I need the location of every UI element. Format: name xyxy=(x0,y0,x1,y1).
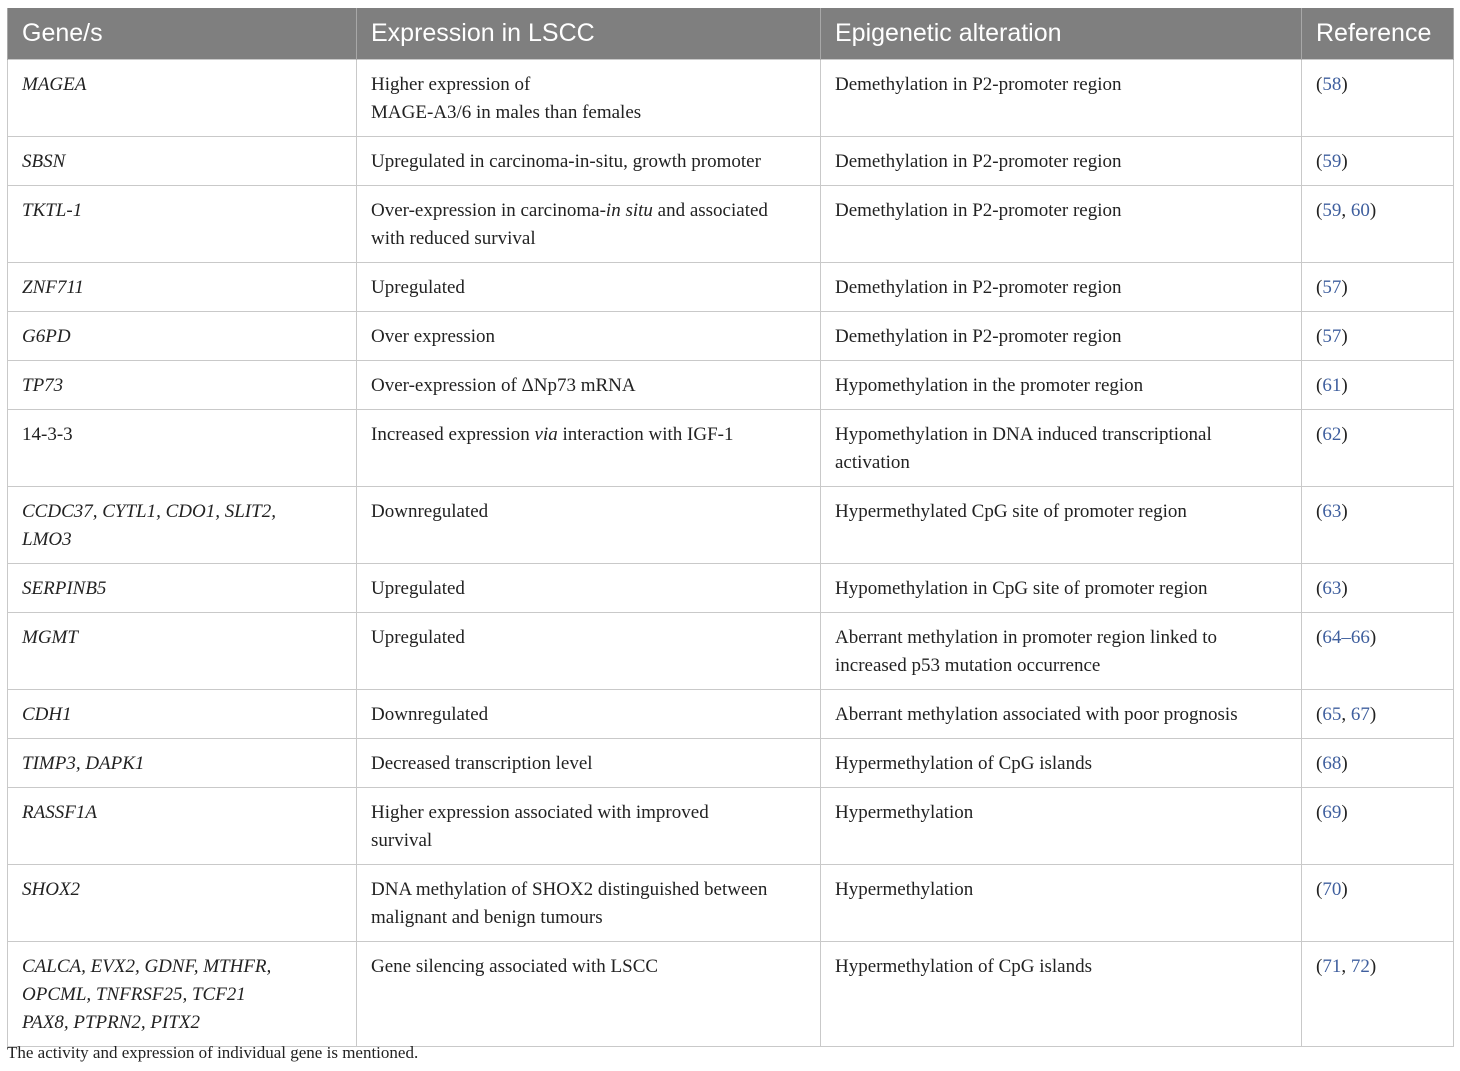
gene-cell: SBSN xyxy=(8,137,357,186)
epigenetic-cell: Demethylation in P2-promoter region xyxy=(821,60,1302,137)
gene-cell: 14-3-3 xyxy=(8,410,357,487)
table-header-row xyxy=(8,8,1454,60)
epigenetic-cell: Hypermethylation xyxy=(821,865,1302,942)
reference-cell: (63) xyxy=(1302,564,1454,613)
table-row xyxy=(8,410,1454,487)
gene-cell: RASSF1A xyxy=(8,788,357,865)
expression-cell: Upregulated xyxy=(357,564,821,613)
expression-cell xyxy=(357,186,821,263)
gene-cell: SHOX2 xyxy=(8,865,357,942)
table-row xyxy=(8,137,1454,186)
table-footnote: The activity and expression of individual gene is mentioned. xyxy=(7,1043,419,1062)
reference-cell: (57) xyxy=(1302,263,1454,312)
reference-cell: (59) xyxy=(1302,137,1454,186)
gene-cell: G6PD xyxy=(8,312,357,361)
reference-link[interactable]: 61 xyxy=(1322,375,1342,396)
gene-cell: TKTL-1 xyxy=(8,186,357,263)
expression-cell: Downregulated xyxy=(357,487,821,564)
reference-link[interactable]: 65 xyxy=(1322,704,1342,725)
gene-cell: SERPINB5 xyxy=(8,564,357,613)
header-reference: Reference xyxy=(1302,8,1454,60)
gene-cell xyxy=(8,487,357,564)
reference-link[interactable]: 71 xyxy=(1322,956,1342,977)
gene-text: OPCML, TNFRSF25, TCF21 xyxy=(22,984,246,1005)
epigenetic-cell xyxy=(821,613,1302,690)
table-row xyxy=(8,942,1454,1047)
reference-link[interactable]: 60 xyxy=(1350,200,1370,221)
reference-cell: (63) xyxy=(1302,487,1454,564)
epigenetic-cell: Demethylation in P2-promoter region xyxy=(821,186,1302,263)
header-epigenetic: Epigenetic alteration xyxy=(821,8,1302,60)
table-row xyxy=(8,690,1454,739)
reference-link[interactable]: 68 xyxy=(1322,753,1342,774)
reference-cell: (65, 67) xyxy=(1302,690,1454,739)
epigenetic-cell: Demethylation in P2-promoter region xyxy=(821,312,1302,361)
expression-cell xyxy=(357,788,821,865)
gene-epigenetics-table xyxy=(7,8,1454,1047)
table-row xyxy=(8,361,1454,410)
expression-cell: Over expression xyxy=(357,312,821,361)
epigenetic-cell: Demethylation in P2-promoter region xyxy=(821,137,1302,186)
expression-cell: Upregulated xyxy=(357,613,821,690)
gene-cell xyxy=(8,942,357,1047)
epigenetic-cell: Hypermethylation of CpG islands xyxy=(821,739,1302,788)
reference-link[interactable]: 57 xyxy=(1322,277,1342,298)
epigenetic-text: increased p53 mutation occurrence xyxy=(835,655,1101,676)
reference-link[interactable]: 69 xyxy=(1322,802,1342,823)
expression-cell: Upregulated in carcinoma-in-situ, growth promoter xyxy=(357,137,821,186)
epigenetic-text: Aberrant methylation in promoter region linked to xyxy=(835,627,1218,648)
gene-cell: MAGEA xyxy=(8,60,357,137)
gene-cell: TP73 xyxy=(8,361,357,410)
table-row xyxy=(8,739,1454,788)
table-row xyxy=(8,613,1454,690)
epigenetic-cell: Hypomethylation in CpG site of promoter region xyxy=(821,564,1302,613)
expression-cell: Upregulated xyxy=(357,263,821,312)
reference-link[interactable]: 72 xyxy=(1350,956,1370,977)
gene-cell: TIMP3, DAPK1 xyxy=(8,739,357,788)
reference-link[interactable]: 64–66 xyxy=(1322,627,1370,648)
reference-cell: (57) xyxy=(1302,312,1454,361)
gene-text: CCDC37, CYTL1, CDO1, SLIT2, xyxy=(22,501,276,522)
epigenetic-cell: Aberrant methylation associated with poor prognosis xyxy=(821,690,1302,739)
epigenetic-text: activation xyxy=(835,452,910,473)
reference-link[interactable]: 58 xyxy=(1322,74,1342,95)
epigenetic-cell: Hypomethylation in the promoter region xyxy=(821,361,1302,410)
epigenetic-text: Hypomethylation in DNA induced transcriptional xyxy=(835,424,1212,445)
reference-cell: (62) xyxy=(1302,410,1454,487)
expression-text: malignant and benign tumours xyxy=(371,907,603,928)
reference-cell: (64–66) xyxy=(1302,613,1454,690)
table-row xyxy=(8,263,1454,312)
reference-cell: (68) xyxy=(1302,739,1454,788)
expression-cell xyxy=(357,60,821,137)
gene-text: CALCA, EVX2, GDNF, MTHFR, xyxy=(22,956,272,977)
reference-link[interactable]: 67 xyxy=(1350,704,1370,725)
reference-cell: (58) xyxy=(1302,60,1454,137)
table-row xyxy=(8,60,1454,137)
reference-link[interactable]: 63 xyxy=(1322,501,1342,522)
expression-text: MAGE-A3/6 in males than females xyxy=(371,102,642,123)
table-row xyxy=(8,186,1454,263)
epigenetic-cell: Hypermethylation xyxy=(821,788,1302,865)
expression-text: Over-expression in carcinoma-in situ and associated xyxy=(371,200,768,221)
reference-cell: (70) xyxy=(1302,865,1454,942)
reference-cell: (59, 60) xyxy=(1302,186,1454,263)
expression-cell: Over-expression of ΔNp73 mRNA xyxy=(357,361,821,410)
epigenetic-cell: Hypermethylation of CpG islands xyxy=(821,942,1302,1047)
expression-text: DNA methylation of SHOX2 distinguished between xyxy=(371,879,768,900)
expression-text: survival xyxy=(371,830,433,851)
reference-link[interactable]: 70 xyxy=(1322,879,1342,900)
reference-link[interactable]: 59 xyxy=(1322,200,1342,221)
gene-text: PAX8, PTPRN2, PITX2 xyxy=(22,1012,201,1033)
expression-cell: Downregulated xyxy=(357,690,821,739)
reference-cell: (69) xyxy=(1302,788,1454,865)
gene-cell: MGMT xyxy=(8,613,357,690)
reference-link[interactable]: 62 xyxy=(1322,424,1342,445)
reference-cell: (61) xyxy=(1302,361,1454,410)
table-row xyxy=(8,487,1454,564)
table-row xyxy=(8,312,1454,361)
expression-text: with reduced survival xyxy=(371,228,536,249)
reference-link[interactable]: 59 xyxy=(1322,151,1342,172)
table-row xyxy=(8,564,1454,613)
reference-link[interactable]: 57 xyxy=(1322,326,1342,347)
reference-cell: (71, 72) xyxy=(1302,942,1454,1047)
reference-link[interactable]: 63 xyxy=(1322,578,1342,599)
gene-cell: ZNF711 xyxy=(8,263,357,312)
expression-cell: Gene silencing associated with LSCC xyxy=(357,942,821,1047)
epigenetic-cell xyxy=(821,410,1302,487)
epigenetic-cell: Demethylation in P2-promoter region xyxy=(821,263,1302,312)
header-gene: Gene/s xyxy=(8,8,357,60)
header-expression: Expression in LSCC xyxy=(357,8,821,60)
gene-text: LMO3 xyxy=(22,529,72,550)
table-row xyxy=(8,865,1454,942)
epigenetic-cell: Hypermethylated CpG site of promoter region xyxy=(821,487,1302,564)
gene-cell: CDH1 xyxy=(8,690,357,739)
expression-cell: Increased expression via interaction with IGF-1 xyxy=(357,410,821,487)
expression-cell: Decreased transcription level xyxy=(357,739,821,788)
expression-text: Higher expression associated with improved xyxy=(371,802,709,823)
expression-cell xyxy=(357,865,821,942)
table-row xyxy=(8,788,1454,865)
expression-text: Higher expression of xyxy=(371,74,531,95)
